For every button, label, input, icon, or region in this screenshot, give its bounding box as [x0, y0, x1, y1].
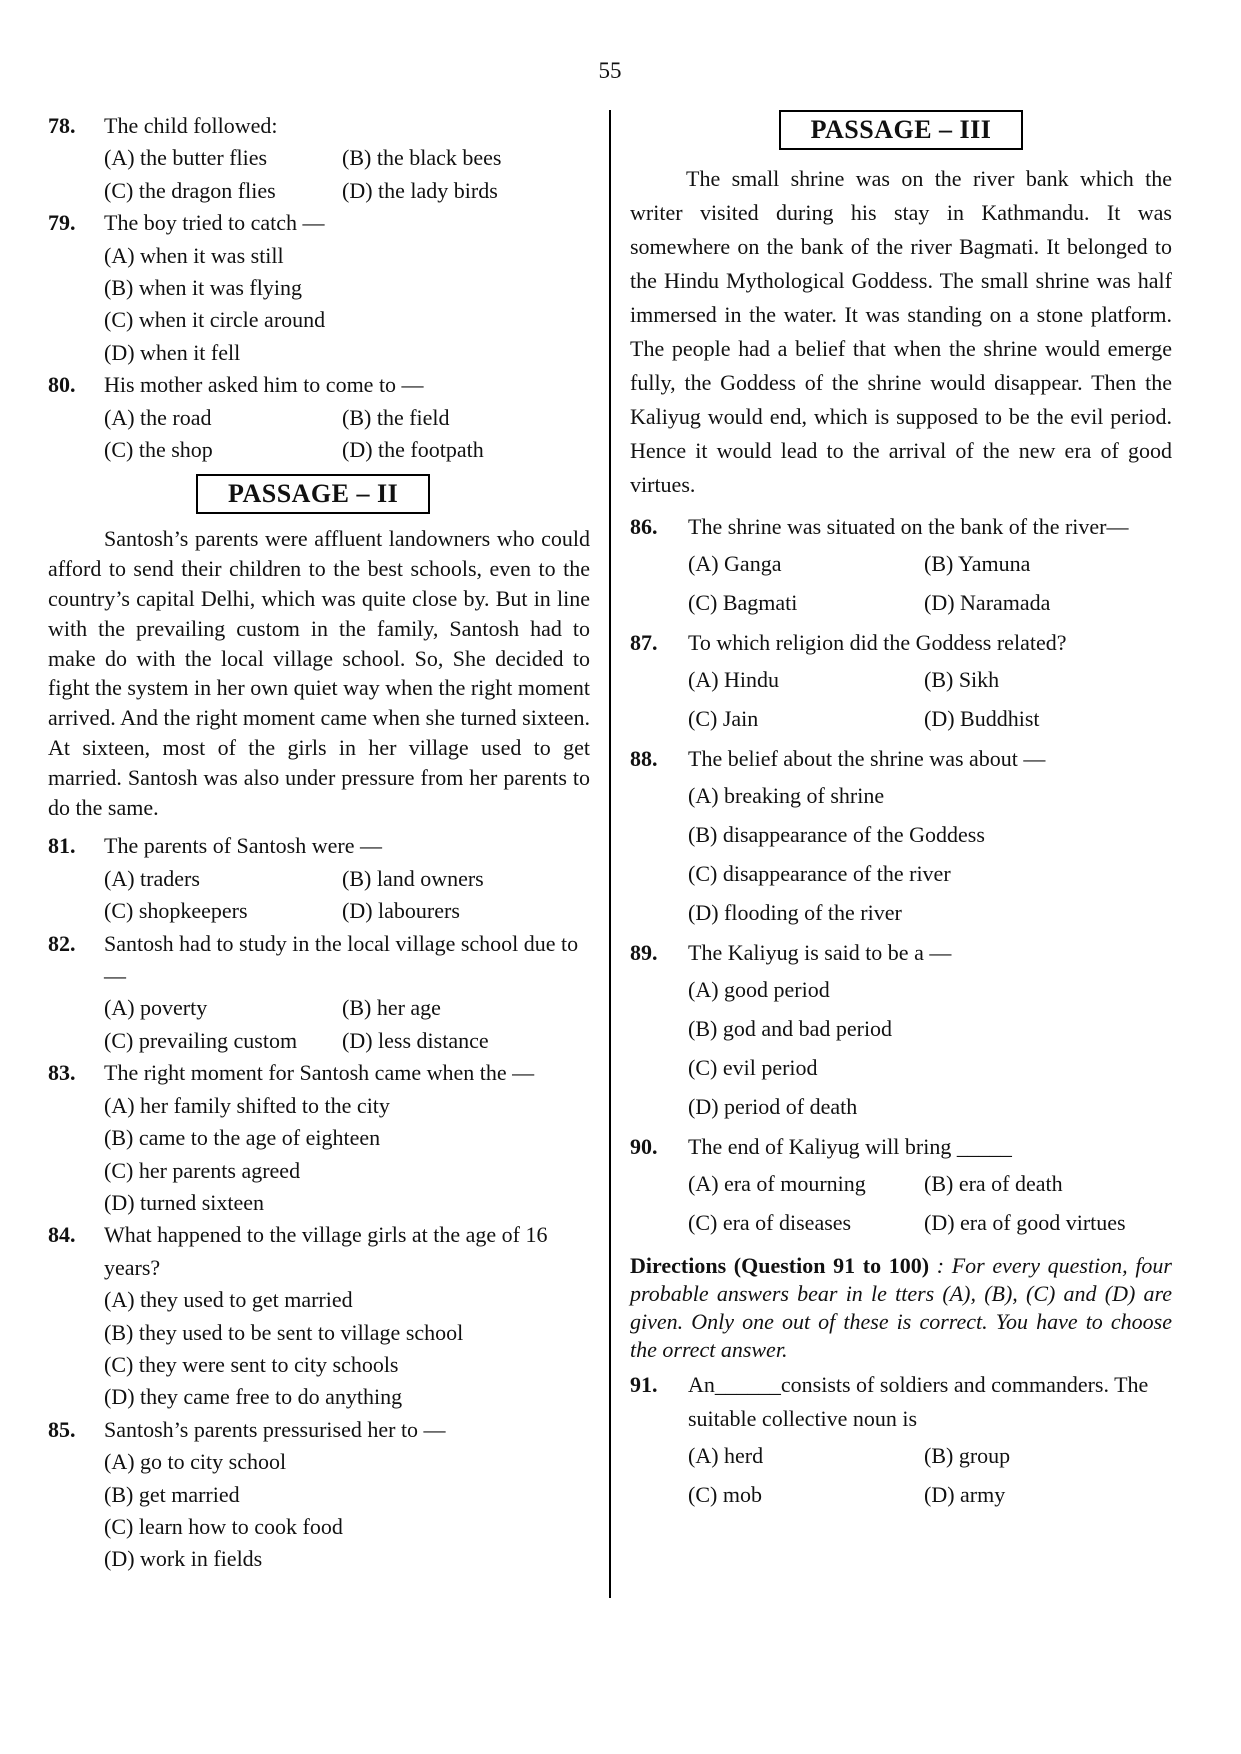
question-number: 89.	[630, 940, 658, 965]
option-b: (B) god and bad period	[688, 1016, 893, 1041]
question-text: An______consists of soldiers and commanders. The suitable collective noun is	[688, 1372, 1149, 1431]
question-text: The belief about the shrine was about —	[688, 746, 1046, 771]
option-a: (A) era of mourning	[688, 1171, 866, 1196]
question-text: Santosh’s parents pressurised her to —	[104, 1416, 446, 1442]
question-text: The boy tried to catch —	[104, 210, 325, 236]
option-d: (D) era of good virtues	[924, 1210, 1126, 1235]
question-number: 83.	[48, 1060, 76, 1086]
option-b: (B) came to the age of eighteen	[104, 1125, 381, 1151]
option-d: (D) Naramada	[924, 590, 1051, 615]
question-89	[630, 936, 1172, 1126]
option-a: (A) the butter flies	[104, 145, 268, 171]
option-a: (A) good period	[688, 977, 830, 1002]
option-a: (A) Hindu	[688, 667, 780, 692]
option-a: (A) when it was still	[104, 242, 284, 268]
passage-3-title: PASSAGE – III	[779, 110, 1024, 150]
option-d: (D) turned sixteen	[104, 1189, 265, 1215]
option-c: (C) the dragon flies	[104, 177, 276, 203]
left-column	[48, 110, 590, 1576]
option-b: (B) disappearance of the Goddess	[688, 822, 985, 847]
question-85	[48, 1414, 590, 1576]
option-a: (A) Ganga	[688, 551, 782, 576]
option-d: (D) less distance	[342, 1027, 489, 1053]
question-79	[48, 207, 590, 369]
question-88	[630, 742, 1172, 932]
option-c: (C) Bagmati	[688, 590, 798, 615]
question-number: 91.	[630, 1372, 658, 1397]
option-b: (B) her age	[342, 995, 441, 1021]
option-b: (B) era of death	[924, 1171, 1063, 1196]
option-b: (B) they used to be sent to village school	[104, 1319, 464, 1345]
option-c: (C) evil period	[688, 1055, 818, 1080]
directions-text: : For every question, four probable answers bear in le tters (A), (B), (C) and (D) are given. Only one out of these is correct. You have to choose the orrect answer.	[630, 1253, 1172, 1362]
question-number: 90.	[630, 1134, 658, 1159]
option-c: (C) when it circle around	[104, 307, 326, 333]
question-number: 81.	[48, 833, 76, 859]
option-c: (C) disappearance of the river	[688, 861, 951, 886]
question-number: 88.	[630, 746, 658, 771]
question-text: What happened to the village girls at the age of 16 years?	[104, 1222, 548, 1280]
column-divider	[609, 110, 611, 1598]
option-a: (A) traders	[104, 865, 200, 891]
question-text: His mother asked him to come to —	[104, 372, 424, 398]
option-d: (D) labourers	[342, 898, 460, 924]
passage-2-title: PASSAGE – II	[196, 474, 430, 514]
option-c: (C) the shop	[104, 437, 213, 463]
option-d: (D) flooding of the river	[688, 900, 902, 925]
option-d: (D) Buddhist	[924, 706, 1040, 731]
question-text: The right moment for Santosh came when the —	[104, 1060, 535, 1086]
option-b: (B) Sikh	[924, 667, 1000, 692]
option-a: (A) herd	[688, 1443, 764, 1468]
option-a: (A) poverty	[104, 995, 208, 1021]
option-a: (A) breaking of shrine	[688, 783, 885, 808]
question-81	[48, 830, 590, 927]
passage-3-heading	[630, 110, 1172, 150]
directions-label: Directions (Question 91 to 100)	[630, 1253, 930, 1278]
option-c: (C) her parents agreed	[104, 1157, 301, 1183]
option-c: (C) era of diseases	[688, 1210, 852, 1235]
option-c: (C) prevailing custom	[104, 1027, 298, 1053]
option-b: (B) land owners	[342, 865, 484, 891]
question-number: 82.	[48, 930, 76, 956]
question-text: The shrine was situated on the bank of the river—	[688, 514, 1129, 539]
option-b: (B) group	[924, 1443, 1011, 1468]
question-number: 78.	[48, 113, 76, 138]
question-90	[630, 1130, 1172, 1242]
option-b: (B) when it was flying	[104, 275, 302, 301]
option-a: (A) her family shifted to the city	[104, 1092, 390, 1118]
question-91	[630, 1368, 1172, 1514]
passage-2-heading	[48, 474, 590, 514]
question-text: The end of Kaliyug will bring _____	[688, 1134, 1012, 1159]
passage-2-text: Santosh’s parents were affluent landowners who could afford to send their children to the best schools, even to the country’s capital Delhi, which was quite close by. But in line with the prevailing custom in the family, Santosh had to make do with the local village school. So, She decided to fight the system in her own quiet way when the right moment arrived. And the right moment came when she turned sixteen. At sixteen, most of the girls in her village used to get married. Santosh was also under pressure from her parents to do the same.	[48, 526, 590, 820]
question-text: To which religion did the Goddess related?	[688, 630, 1067, 655]
question-78	[48, 110, 590, 207]
option-c: (C) Jain	[688, 706, 759, 731]
question-86	[630, 510, 1172, 622]
option-c: (C) shopkeepers	[104, 898, 248, 924]
option-d: (D) period of death	[688, 1094, 858, 1119]
option-d: (D) they came free to do anything	[104, 1384, 403, 1410]
option-b: (B) the black bees	[342, 145, 502, 171]
question-text: The child followed:	[104, 113, 278, 138]
question-number: 87.	[630, 630, 658, 655]
question-number: 79.	[48, 210, 76, 236]
option-a: (A) they used to get married	[104, 1287, 353, 1313]
option-d: (D) the footpath	[342, 437, 484, 463]
directions	[630, 1252, 1172, 1364]
question-87	[630, 626, 1172, 738]
question-80	[48, 369, 590, 466]
question-number: 84.	[48, 1222, 76, 1248]
option-d: (D) army	[924, 1482, 1006, 1507]
question-number: 86.	[630, 514, 658, 539]
question-82	[48, 928, 590, 1058]
question-83	[48, 1057, 590, 1219]
question-text: The parents of Santosh were —	[104, 833, 382, 859]
option-a: (A) the road	[104, 404, 212, 430]
question-number: 85.	[48, 1416, 76, 1442]
question-number: 80.	[48, 372, 76, 398]
option-c: (C) they were sent to city schools	[104, 1351, 399, 1377]
question-text: The Kaliyug is said to be a —	[688, 940, 952, 965]
option-c: (C) mob	[688, 1482, 762, 1507]
option-b: (B) the field	[342, 404, 450, 430]
option-d: (D) work in fields	[104, 1546, 263, 1572]
option-a: (A) go to city school	[104, 1449, 287, 1475]
option-b: (B) Yamuna	[924, 551, 1031, 576]
option-d: (D) when it fell	[104, 339, 241, 365]
option-d: (D) the lady birds	[342, 177, 498, 203]
option-b: (B) get married	[104, 1481, 240, 1507]
question-text: Santosh had to study in the local village school due to —	[104, 930, 579, 989]
page-number: 55	[598, 58, 622, 83]
right-column	[630, 110, 1172, 1514]
passage-3-text: The small shrine was on the river bank which the writer visited during his stay in Kathmandu. It was somewhere on the bank of the river Bagmati. It belonged to the Hindu Mythological Goddess. The small shrine was half immersed in the water. It was standing on a stone platform. The people had a belief that when the shrine would emerge fully, the Goddess of the shrine would disappear. Then the Kaliyug would end, which is supposed to be the evil period. Hence it would lead to the arrival of the new era of good virtues.	[630, 166, 1172, 497]
question-84	[48, 1219, 590, 1413]
option-c: (C) learn how to cook food	[104, 1513, 343, 1539]
